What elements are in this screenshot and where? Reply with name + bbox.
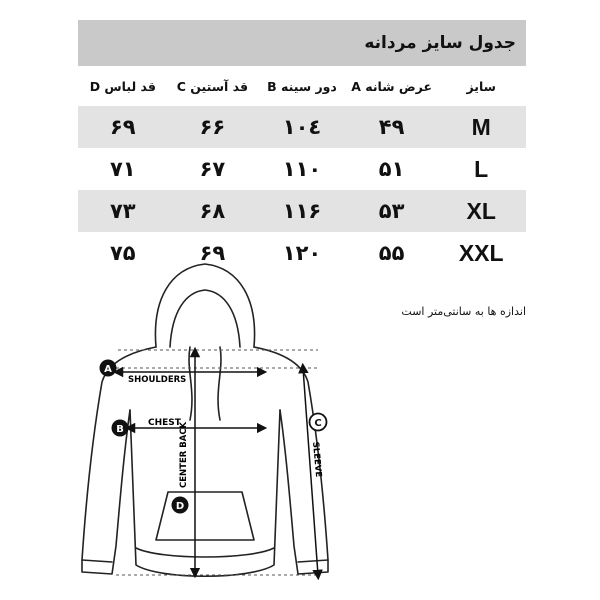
chest-cell: ۱۲۰ (282, 241, 322, 265)
sleeve-cell: ۶۹ (199, 241, 226, 265)
units-note: اندازه ها به سانتی‌متر است (401, 305, 526, 318)
shoulder-cell: ۵۵ (378, 241, 405, 265)
marker-b (112, 420, 129, 437)
size-cell: XL (436, 190, 526, 232)
marker-a-letter: A (104, 364, 112, 375)
marker-d-letter: D (175, 501, 185, 512)
shoulder-cell: ۴۹ (347, 106, 437, 148)
size-cell: XXL (458, 239, 504, 266)
shoulder-cell: ۵۳ (347, 190, 437, 232)
length-cell: ۷۱ (109, 157, 136, 181)
length-cell: ۷۵ (109, 241, 136, 265)
header-chest: دور سینه B (267, 78, 337, 94)
chest-cell: ۱۰٤ (257, 106, 347, 148)
marker-c-letter: C (314, 418, 322, 429)
shoulder-cell: ۵۱ (378, 157, 405, 181)
sleeve-label: SLEEVE (310, 441, 324, 478)
chest-cell: ۱۱۰ (282, 157, 322, 181)
center-back-label: CENTER BACK (179, 421, 189, 488)
sleeve-cell: ۶۶ (168, 106, 258, 148)
sleeve-cell: ۶۷ (199, 157, 226, 181)
chest-cell: ۱۱۶ (257, 190, 347, 232)
marker-c (310, 414, 327, 431)
size-chart-title: جدول سایز مردانه (364, 33, 516, 53)
size-cell: L (474, 155, 489, 182)
length-cell: ۷۳ (78, 190, 168, 232)
size-cell: M (436, 106, 526, 148)
marker-a (100, 360, 117, 377)
marker-d (172, 497, 189, 514)
header-shoulder-width: عرض شانه A (351, 78, 432, 94)
length-cell: ۶۹ (78, 106, 168, 148)
header-garment-length: قد لباس D (89, 78, 156, 94)
shoulders-label: SHOULDERS (128, 375, 187, 385)
sleeve-cell: ۶۸ (168, 190, 258, 232)
chest-label: CHEST (148, 418, 181, 428)
marker-b-letter: B (116, 424, 124, 435)
header-sleeve-length: قد آستین C (176, 78, 249, 94)
header-size: سایز (466, 78, 496, 94)
